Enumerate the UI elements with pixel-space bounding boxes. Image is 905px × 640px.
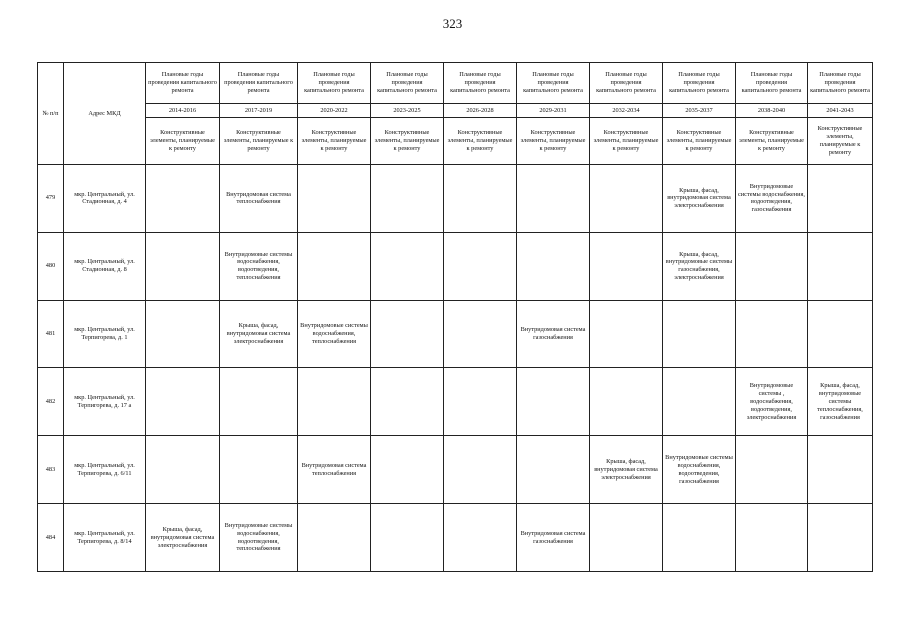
- table-row: [38, 300, 873, 368]
- repair-elements-cell: [517, 165, 590, 233]
- plan-years-heading: Плановые годы проведения капитального ремонта: [444, 63, 517, 104]
- repair-elements-cell: [444, 436, 517, 504]
- repair-elements-cell: [736, 300, 808, 368]
- plan-years-heading: Плановые годы проведения капитального ремонта: [220, 63, 298, 104]
- plan-years-heading: Плановые годы проведения капитального ремонта: [298, 63, 371, 104]
- repair-elements-cell: [146, 232, 220, 300]
- row-number: 482: [38, 368, 64, 436]
- period-2035-2037: 2035-2037: [663, 104, 736, 118]
- repair-elements-cell: Крыша, фасад, внутридомовая система электроснабжения: [590, 436, 663, 504]
- repair-elements-cell: Крыша, фасад, внутридомовые системы теплоснабжения, газоснабжения: [808, 368, 873, 436]
- table-row: [38, 504, 873, 572]
- header-row-periods: [38, 104, 873, 118]
- column-header-address: Адрес МКД: [64, 63, 146, 165]
- table-row: [38, 165, 873, 233]
- plan-years-heading: Плановые годы проведения капитального ремонта: [517, 63, 590, 104]
- repair-elements-cell: [736, 436, 808, 504]
- repair-elements-cell: [371, 436, 444, 504]
- period-2041-2043: 2041-2043: [808, 104, 873, 118]
- repair-elements-cell: [808, 436, 873, 504]
- repair-elements-cell: Крыша, фасад, внутридомовая система электроснабжения: [663, 165, 736, 233]
- repair-elements-cell: [590, 504, 663, 572]
- row-address: мкр. Центральный, ул. Терпигорева, д. 17 а: [64, 368, 146, 436]
- repair-elements-cell: [444, 300, 517, 368]
- row-address: мкр. Центральный, ул. Терпигорева, д. 8/14: [64, 504, 146, 572]
- elements-heading: Конструктивные элементы, планируемые к ремонту: [146, 118, 220, 165]
- repair-elements-cell: [298, 368, 371, 436]
- period-2014-2016: 2014-2016: [146, 104, 220, 118]
- row-address: мкр. Центральный, ул. Терпигорева, д. 1: [64, 300, 146, 368]
- repair-elements-cell: [444, 232, 517, 300]
- repair-elements-cell: Внутридомовые системы водоснабжения, водоотведения, теплоснабжения: [220, 504, 298, 572]
- repair-elements-cell: [590, 368, 663, 436]
- repair-elements-cell: [371, 368, 444, 436]
- elements-heading: Конструктивные элементы, планируемые к ремонту: [517, 118, 590, 165]
- repair-elements-cell: Внутридомовая система теплоснабжения: [298, 436, 371, 504]
- repair-elements-cell: Внутридомовые системы водоснабжения, водоотведения, газоснабжения: [663, 436, 736, 504]
- repair-elements-cell: [220, 368, 298, 436]
- period-2017-2019: 2017-2019: [220, 104, 298, 118]
- row-address: мкр. Центральный, ул. Терпигорева, д. 6/11: [64, 436, 146, 504]
- repair-elements-cell: [517, 368, 590, 436]
- repair-elements-cell: [663, 300, 736, 368]
- header-row-elements: [38, 118, 873, 165]
- repair-elements-cell: Внутридомовые системы водоснабжения, водоотведения, теплоснабжения: [220, 232, 298, 300]
- row-number: 484: [38, 504, 64, 572]
- repair-elements-cell: [808, 165, 873, 233]
- repair-elements-cell: Внутридомовая система газоснабжения: [517, 504, 590, 572]
- period-2023-2025: 2023-2025: [371, 104, 444, 118]
- repair-elements-cell: Внутридомовые системы , водоснабжения, водоотведения, электроснабжения: [736, 368, 808, 436]
- repair-elements-cell: [590, 300, 663, 368]
- repair-elements-cell: [590, 232, 663, 300]
- repair-elements-cell: [298, 504, 371, 572]
- elements-heading: Конструктивные элементы, планируемые к ремонту: [808, 118, 873, 165]
- repair-elements-cell: [371, 232, 444, 300]
- repair-elements-cell: [517, 232, 590, 300]
- page-number: 323: [442, 16, 463, 31]
- repair-elements-cell: [444, 165, 517, 233]
- repair-elements-cell: [663, 504, 736, 572]
- repair-elements-cell: [146, 300, 220, 368]
- repair-elements-cell: [808, 504, 873, 572]
- repair-elements-cell: [298, 165, 371, 233]
- period-2029-2031: 2029-2031: [517, 104, 590, 118]
- row-address: мкр. Центральный, ул. Стадионная, д. 8: [64, 232, 146, 300]
- capital-repair-plan-table: [37, 62, 873, 572]
- plan-years-heading: Плановые годы проведения капитального ремонта: [663, 63, 736, 104]
- column-header-number: № п/п: [38, 63, 64, 165]
- repair-elements-cell: [146, 165, 220, 233]
- table-body: [38, 165, 873, 572]
- elements-heading: Конструктивные элементы, планируемые к ремонту: [663, 118, 736, 165]
- plan-years-heading: Плановые годы проведения капитального ремонта: [590, 63, 663, 104]
- elements-heading: Конструктивные элементы, планируемые к ремонту: [590, 118, 663, 165]
- plan-years-heading: Плановые годы проведения капитального ремонта: [371, 63, 444, 104]
- repair-elements-cell: [663, 368, 736, 436]
- table-row: [38, 232, 873, 300]
- repair-elements-cell: [298, 232, 371, 300]
- repair-elements-cell: [371, 504, 444, 572]
- repair-elements-cell: [444, 504, 517, 572]
- repair-elements-cell: Внутридомовые системы водоснабжения, теплоснабжения: [298, 300, 371, 368]
- row-number: 479: [38, 165, 64, 233]
- repair-elements-cell: [146, 436, 220, 504]
- row-address: мкр. Центральный, ул. Стадионная, д. 4: [64, 165, 146, 233]
- plan-years-heading: Плановые годы проведения капитального ремонта: [146, 63, 220, 104]
- repair-elements-cell: [590, 165, 663, 233]
- repair-elements-cell: [146, 368, 220, 436]
- period-2038-2040: 2038-2040: [736, 104, 808, 118]
- repair-elements-cell: Внутридомовые системы водоснабжения, водоотведения, газоснабжения: [736, 165, 808, 233]
- table-row: [38, 436, 873, 504]
- plan-years-heading: Плановые годы проведения капитального ремонта: [736, 63, 808, 104]
- repair-elements-cell: [517, 436, 590, 504]
- period-2026-2028: 2026-2028: [444, 104, 517, 118]
- repair-elements-cell: Крыша, фасад, внутридомовая система электроснабжения: [220, 300, 298, 368]
- repair-elements-cell: [220, 436, 298, 504]
- elements-heading: Конструктивные элементы, планируемые к ремонту: [298, 118, 371, 165]
- elements-heading: Конструктивные элементы, планируемые к ремонту: [371, 118, 444, 165]
- repair-elements-cell: [736, 232, 808, 300]
- repair-elements-cell: [371, 300, 444, 368]
- repair-elements-cell: [808, 300, 873, 368]
- table-header: [38, 63, 873, 165]
- period-2032-2034: 2032-2034: [590, 104, 663, 118]
- plan-years-heading: Плановые годы проведения капитального ремонта: [808, 63, 873, 104]
- header-row-plan: [38, 63, 873, 104]
- repair-elements-cell: Внутридомовая система газоснабжения: [517, 300, 590, 368]
- repair-elements-cell: [444, 368, 517, 436]
- row-number: 480: [38, 232, 64, 300]
- elements-heading: Конструктивные элементы, планируемые к ремонту: [444, 118, 517, 165]
- row-number: 483: [38, 436, 64, 504]
- repair-elements-cell: [808, 232, 873, 300]
- repair-elements-cell: Внутридомовая система теплоснабжения: [220, 165, 298, 233]
- repair-elements-cell: [736, 504, 808, 572]
- repair-elements-cell: Крыша, фасад, внутридомовая система электроснабжения: [146, 504, 220, 572]
- table-row: [38, 368, 873, 436]
- repair-elements-cell: Крыша, фасад, внутридомовые системы газоснабжения, электроснабжения: [663, 232, 736, 300]
- elements-heading: Конструктивные элементы, планируемые к ремонту: [220, 118, 298, 165]
- elements-heading: Конструктивные элементы, планируемые к ремонту: [736, 118, 808, 165]
- repair-elements-cell: [371, 165, 444, 233]
- period-2020-2022: 2020-2022: [298, 104, 371, 118]
- row-number: 481: [38, 300, 64, 368]
